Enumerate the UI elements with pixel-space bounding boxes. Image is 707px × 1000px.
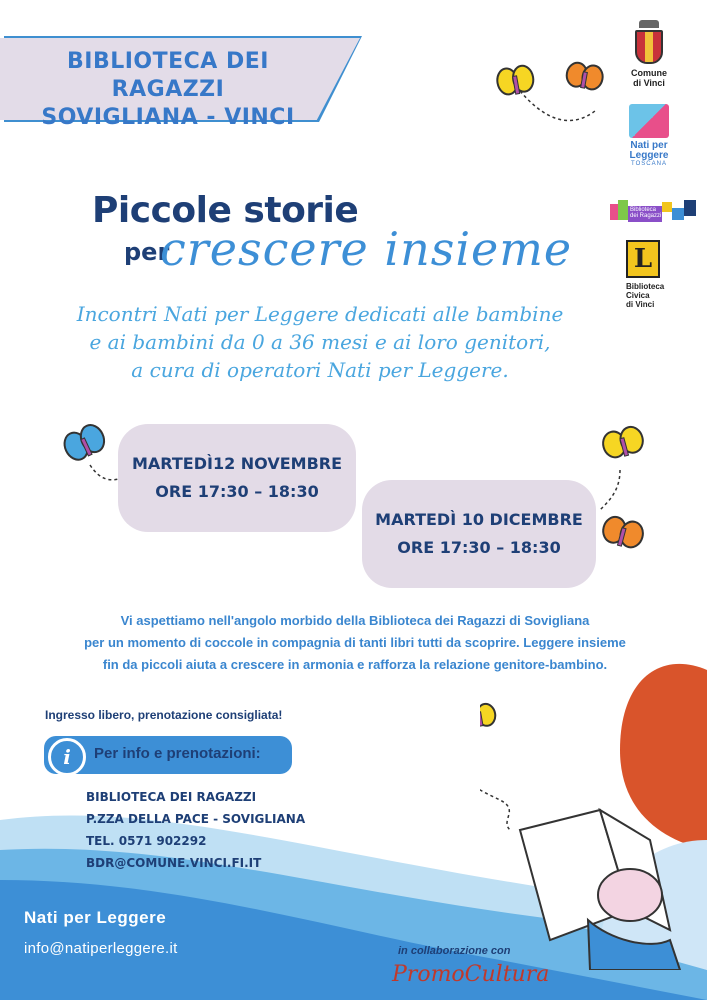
event-bubble-2 xyxy=(362,480,596,588)
contact-email[interactable]: BDR@COMUNE.VINCI.FI.IT xyxy=(86,856,262,870)
header-line-2: SOVIGLIANA - VINCI xyxy=(41,105,295,130)
event-bubble-1 xyxy=(118,424,356,532)
title-prefix: per xyxy=(124,238,170,266)
description-line-3: fin da piccoli aiuta a crescere in armonia e rafforza la relazione genitore-bambino. xyxy=(102,657,608,672)
page-title: Piccole storie xyxy=(92,190,359,231)
reading-child-illustration xyxy=(480,640,707,970)
subtitle-line-3: a cura di operatori Nati per Leggere. xyxy=(131,358,509,382)
event-date: MARTEDÌ 10 DICEMBRE xyxy=(375,510,583,529)
info-icon: i xyxy=(48,738,86,776)
civica-label-1: Biblioteca xyxy=(626,282,665,291)
comune-label-1: Comune xyxy=(631,68,667,78)
contact-phone[interactable]: TEL. 0571 902292 xyxy=(86,834,207,848)
civica-logo-icon: L xyxy=(626,240,660,278)
comune-logo xyxy=(626,20,672,88)
event-date: MARTEDÌ12 NOVEMBRE xyxy=(131,454,343,473)
bdr-label-2: dei Ragazzi xyxy=(630,213,662,219)
comune-label-2: di Vinci xyxy=(633,78,665,88)
subtitle-line-2: e ai bambini da 0 a 36 mesi e ai loro genitori, xyxy=(89,330,551,354)
butterfly-icon xyxy=(60,421,108,463)
npl-toscana-logo xyxy=(624,104,674,167)
butterfly-icon xyxy=(600,514,646,550)
free-entry-note: Ingresso libero, prenotazione consigliata! xyxy=(45,708,283,722)
civica-label-3: di Vinci xyxy=(626,300,655,309)
npl-logo-icon xyxy=(629,104,669,138)
info-label: Per info e prenotazioni: xyxy=(94,745,261,762)
npl-label-3: TOSCANA xyxy=(631,161,667,167)
butterfly-icon xyxy=(495,64,535,97)
collaboration-label: in collaborazione con xyxy=(398,945,511,957)
biblioteca-ragazzi-logo xyxy=(606,198,696,228)
crown-icon xyxy=(639,20,659,28)
footer-npl: Nati per Leggere xyxy=(24,908,167,927)
subtitle-line-1: Incontri Nati per Leggere dedicati alle bambine xyxy=(76,302,564,326)
coat-of-arms-icon xyxy=(635,30,663,64)
butterfly-icon xyxy=(480,702,497,729)
promocultura-logo: PromoCultura xyxy=(392,962,550,987)
description-line-1: Vi aspettiamo nell'angolo morbido della Biblioteca dei Ragazzi di Sovigliana xyxy=(120,613,590,628)
contact-address: P.ZZA DELLA PACE - SOVIGLIANA xyxy=(86,812,306,826)
butterflies-top-decoration xyxy=(480,56,620,126)
contact-list xyxy=(86,786,305,874)
header-line-1: BIBLIOTECA DEI RAGAZZI xyxy=(67,49,269,102)
footer-email[interactable]: info@natiperleggere.it xyxy=(24,940,178,957)
event-time: ORE 17:30 – 18:30 xyxy=(155,482,319,501)
npl-label-2: Leggere xyxy=(629,150,669,161)
description-line-2: per un momento di coccole in compagnia di tanti libri tutti da scoprire. Leggere insieme xyxy=(84,635,626,650)
biblioteca-civica-logo xyxy=(626,240,676,309)
title-script: crescere insieme xyxy=(160,222,573,276)
bdr-label-1: Biblioteca xyxy=(630,207,657,213)
butterfly-icon xyxy=(565,61,605,91)
butterfly-icon xyxy=(600,424,646,460)
civica-label-2: Civica xyxy=(626,291,650,300)
header-title xyxy=(8,48,328,132)
contact-name: BIBLIOTECA DEI RAGAZZI xyxy=(86,790,257,804)
event-time: ORE 17:30 – 18:30 xyxy=(397,538,561,557)
npl-label-1: Nati per xyxy=(630,140,668,151)
subtitle xyxy=(60,300,580,384)
